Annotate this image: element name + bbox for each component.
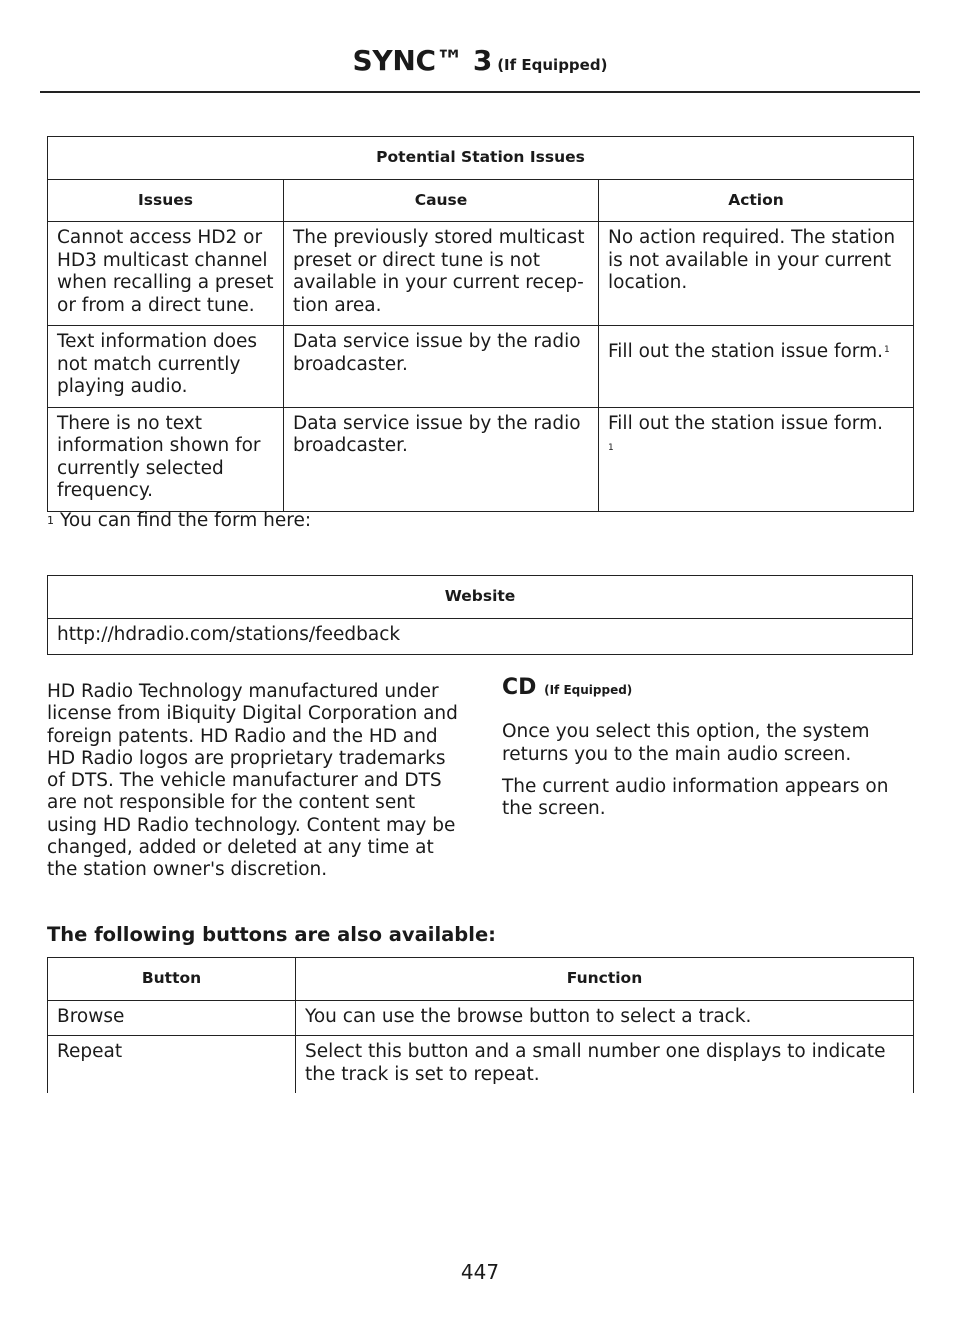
issue-cell: There is no text information shown for currently selected frequency. <box>48 407 284 511</box>
action-text: Fill out the station issue form. <box>608 341 883 362</box>
footnote-number: 1 <box>47 514 54 527</box>
hd-radio-disclaimer <box>47 681 462 882</box>
function-cell: You can use the browse button to select a track. <box>296 1000 914 1036</box>
footnote-text: You can find the form here: <box>60 510 312 531</box>
issue-cell: Cannot access HD2 or HD3 multicast channel when recalling a preset or from a direct tune. <box>48 222 284 326</box>
website-table <box>47 575 913 655</box>
function-cell: Select this button and a small number one displays to indicate the track is set to repeat. <box>296 1036 914 1094</box>
table-footnote <box>47 510 311 532</box>
page-title: SYNC™ 3 <box>352 44 493 77</box>
buttons-table <box>47 957 914 1093</box>
page-number: 447 <box>460 1260 500 1284</box>
table-row <box>48 1036 914 1094</box>
action-cell <box>599 326 914 408</box>
table-row <box>48 618 913 655</box>
cause-cell: Data service issue by the radio broadcaster. <box>284 407 599 511</box>
cause-cell: The previously stored multicast preset or direct tune is not available in your current recep-tion area. <box>284 222 599 326</box>
page-title-suffix: (If Equipped) <box>497 56 608 74</box>
cause-cell: Data service issue by the radio broadcaster. <box>284 326 599 408</box>
action-text: Fill out the station issue form. <box>608 412 883 434</box>
button-name-cell: Browse <box>48 1000 296 1036</box>
column-header-action: Action <box>599 179 914 222</box>
website-header: Website <box>48 576 913 619</box>
potential-station-issues-table <box>47 136 914 512</box>
table-row <box>48 326 914 408</box>
action-cell <box>599 407 914 511</box>
table-row <box>48 1000 914 1036</box>
cd-heading-text: CD <box>502 675 537 700</box>
column-header-issues: Issues <box>48 179 284 222</box>
button-name-cell: Repeat <box>48 1036 296 1094</box>
cd-heading-suffix: (If Equipped) <box>544 683 633 697</box>
website-url[interactable]: http://hdradio.com/stations/feedback <box>48 618 913 655</box>
table-row <box>48 407 914 511</box>
footnote-marker: 1 <box>608 443 614 453</box>
page-header <box>0 44 960 77</box>
table-row <box>48 222 914 326</box>
table-caption: Potential Station Issues <box>48 137 914 180</box>
footnote-marker: 1 <box>883 345 890 355</box>
cd-paragraph: Once you select this option, the system returns you to the main audio screen. <box>502 721 870 765</box>
cd-paragraph: The current audio information appears on the screen. <box>502 775 889 820</box>
column-header-cause: Cause <box>284 179 599 222</box>
buttons-heading: The following buttons are also available: <box>47 923 496 946</box>
action-cell: No action required. The station is not available in your current location. <box>599 222 914 326</box>
column-header-function: Function <box>296 958 914 1001</box>
column-header-button: Button <box>48 958 296 1001</box>
issue-cell: Text information does not match currently playing audio. <box>48 326 284 408</box>
disclaimer-paragraph: HD Radio Technology manufactured under license from iBiquity Digital Corporation and foreign patents. HD Radio and the HD and HD Radio logos are proprietary trademarks of DTS. The vehicle manufacturer and DTS are not responsible for the content sent using HD Radio technology. Content may be changed, added or deleted at any time at the station owner's discretion. <box>47 681 458 881</box>
header-divider <box>40 91 920 93</box>
cd-heading <box>502 677 917 701</box>
cd-section <box>502 677 917 830</box>
